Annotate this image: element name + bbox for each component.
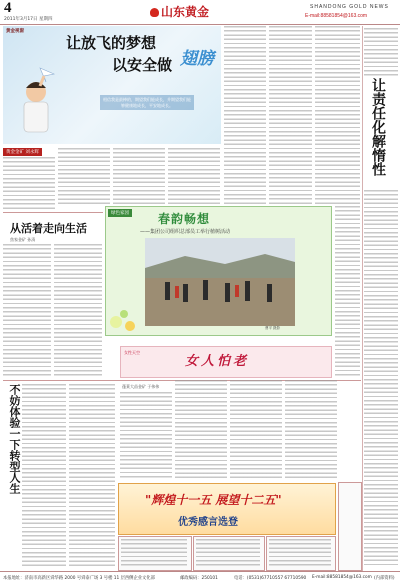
footer-phone: 电话：(0531)67710557 67710590	[234, 576, 307, 581]
article-column	[224, 26, 266, 204]
footer-postcode: 邮政编码：250101	[180, 576, 218, 581]
article-column	[230, 380, 282, 480]
column-divider	[362, 26, 363, 571]
child-flying-plane-illustration	[14, 62, 58, 134]
right-vertical-title: 让责任化解惰性	[370, 78, 386, 176]
footer	[0, 571, 400, 584]
lead-byline: 黄金金矿 刘永辉	[3, 148, 42, 156]
issue-date: 2011年3月17日 星期四	[4, 17, 53, 22]
hero-quote: 相信我是最棒的，期望我们能成长，并期望我们能够健康地成长，平安地成长。	[100, 95, 194, 110]
hero-title-line2: 以安全做	[112, 56, 173, 74]
left-vertical-title: 不妨体验一下转型人生	[8, 384, 21, 494]
women-byline: 蓬莱大苗金矿 于伟伟	[122, 384, 160, 389]
hero-title-line1: 让放飞的梦想	[66, 34, 157, 52]
hero-title-accent: 翅膀	[180, 49, 214, 69]
article-column	[113, 148, 165, 204]
article-column	[121, 539, 187, 567]
article-column	[54, 244, 102, 376]
section-tag-green: 绿色家园	[108, 209, 132, 217]
article-column	[364, 190, 398, 568]
article-column	[285, 380, 337, 480]
article-column	[335, 206, 360, 376]
article-column	[168, 148, 220, 204]
article-column	[196, 539, 260, 567]
photo-caption: 曹平 摄影	[265, 326, 281, 330]
article-column	[175, 380, 227, 480]
road-byline: 焦家金矿 孙清	[10, 237, 36, 242]
footer-note: (内部资料)	[374, 576, 395, 581]
banner-title: "辉煌十一五 展望十二五"	[145, 493, 282, 507]
road-title: 从活着走向生活	[10, 222, 87, 235]
article-column	[58, 148, 110, 204]
article-column	[269, 539, 331, 567]
footer-email: E-mail:88581854@163.com	[312, 575, 372, 580]
spring-subtitle: ——集团公司组织总部员工举行植树活动	[140, 229, 231, 235]
flame-icon	[150, 8, 159, 17]
section-divider	[3, 212, 103, 213]
article-column	[269, 26, 312, 204]
publication-name: SHANDONG GOLD NEWS	[310, 4, 389, 10]
page-number: 4	[4, 0, 12, 16]
article-column	[3, 157, 55, 209]
newspaper-logo	[150, 3, 209, 20]
section-tag-gold-window: 黄金视窗	[6, 29, 24, 34]
contribution-box	[338, 482, 362, 571]
article-column	[364, 28, 398, 76]
article-column	[3, 244, 51, 376]
footer-address: 本报地址：济南市高新区舜华路 2000 号舜泰广场 3 号楼 11 层西侧企业文化部	[3, 576, 155, 581]
flower-decoration-icon	[106, 300, 146, 334]
article-column	[22, 384, 66, 568]
masthead-email: E-mail:88581854@163.com	[305, 13, 368, 19]
article-column	[315, 26, 360, 204]
logo-text: 山东黄金	[161, 5, 210, 19]
banner-subtitle: 优秀感言选登	[178, 517, 238, 528]
tree-planting-photo	[145, 238, 295, 326]
section-tag-women: 女性天空	[124, 350, 140, 355]
women-title: 女人怕老	[185, 354, 250, 369]
article-column	[120, 392, 172, 480]
article-column	[69, 384, 115, 568]
spring-title: 春韵畅想	[158, 212, 211, 226]
